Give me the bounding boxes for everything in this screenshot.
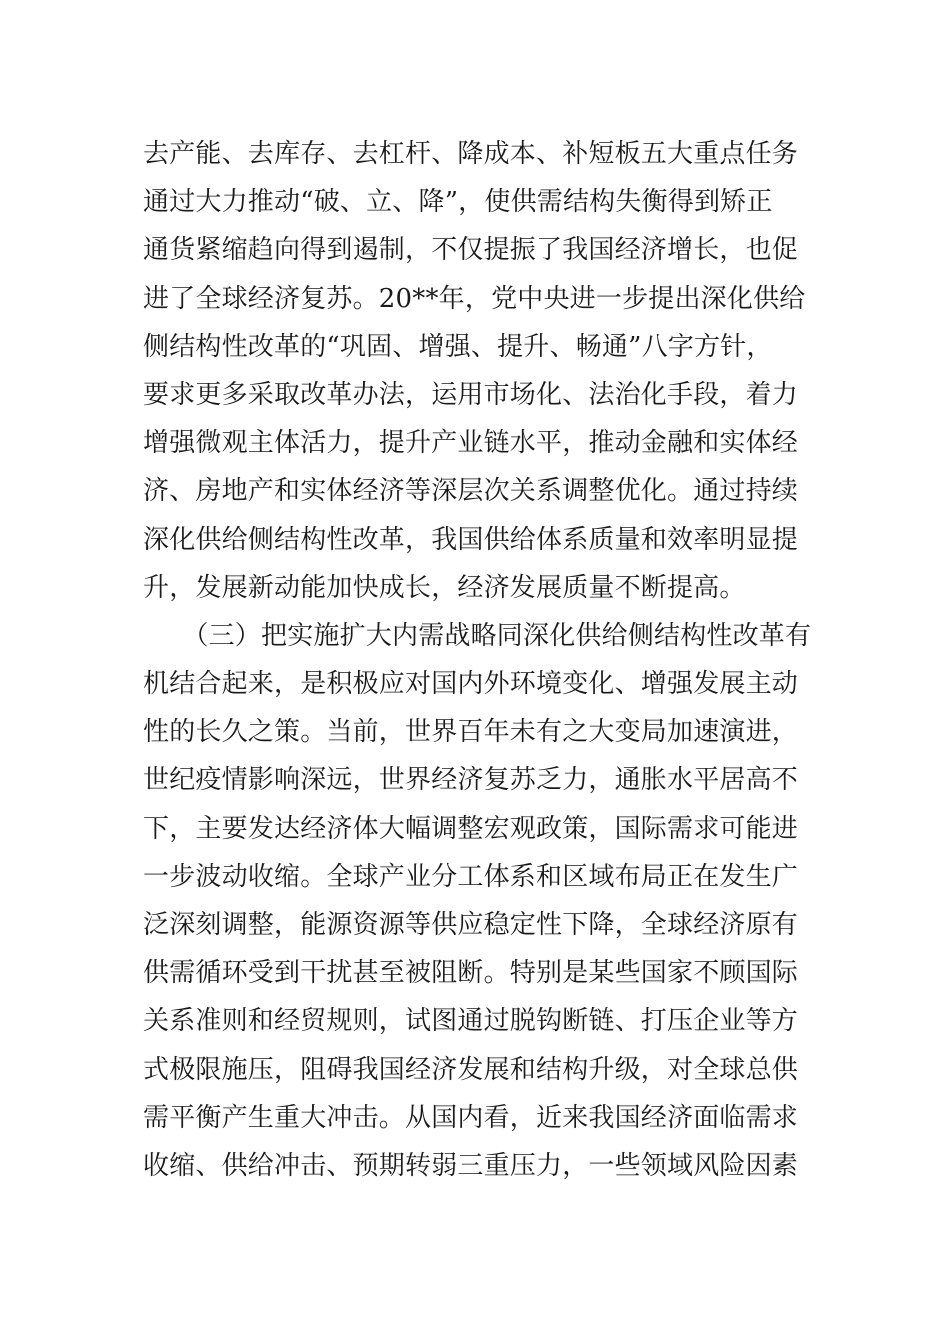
text-line-20: 式极限施压，阻碍我国经济发展和结构升级，对全球总供 <box>143 1054 799 1085</box>
text-line-10: 升，发展新动能加快成长，经济发展质量不断提高。 <box>143 572 746 603</box>
text-line-14: 世纪疫情影响深远，世界经济复苏乏力，通胀水平居高不 <box>143 765 799 796</box>
text-line-18: 供需循环受到干扰甚至被阻断。特别是某些国家不顾国际 <box>143 958 799 989</box>
text-line-12: 机结合起来，是积极应对国内外环境变化、增强发展主动 <box>143 669 799 700</box>
text-line-22: 收缩、供给冲击、预期转弱三重压力，一些领域风险因素 <box>143 1150 799 1181</box>
text-line-1: 去产能、去库存、去杠杆、降成本、补短板五大重点任务 <box>143 139 799 169</box>
text-line-13: 性的长久之策。当前，世界百年未有之大变局加速演进， <box>143 717 799 748</box>
section-heading-line: （三）把实施扩大内需战略同深化供给侧结构性改革有 <box>143 620 812 651</box>
text-line-8: 济、房地产和实体经济等深层次关系调整优化。通过持续 <box>143 476 799 507</box>
text-line-15: 下，主要发达经济体大幅调整宏观政策，国际需求可能进 <box>143 813 799 844</box>
text-line-19: 关系准则和经贸规则，试图通过脱钩断链、打压企业等方 <box>143 1006 799 1037</box>
text-line-7: 增强微观主体活力，提升产业链水平，推动金融和实体经 <box>143 428 799 459</box>
text-line-6: 要求更多采取改革办法，运用市场化、法治化手段，着力 <box>143 379 799 410</box>
text-line-5: 侧结构性改革的“巩固、增强、提升、畅通”八字方针， <box>143 331 773 362</box>
text-line-16: 一步波动收缩。全球产业分工体系和区域布局正在发生广 <box>143 861 799 892</box>
text-line-21: 需平衡产生重大冲击。从国内看，近来我国经济面临需求 <box>143 1102 799 1133</box>
text-line-9: 深化供给侧结构性改革，我国供给体系质量和效率明显提 <box>143 524 799 555</box>
text-line-4: 进了全球经济复苏。20**年，党中央进一步提出深化供给 <box>143 283 806 314</box>
text-line-17: 泛深刻调整，能源资源等供应稳定性下降，全球经济原有 <box>143 910 799 940</box>
body-text <box>143 130 813 1190</box>
text-line-2: 通过大力推动“破、立、降”，使供需结构失衡得到矫正 <box>143 187 773 218</box>
text-line-3: 通货紧缩趋向得到遏制，不仅提振了我国经济增长，也促 <box>143 235 799 266</box>
